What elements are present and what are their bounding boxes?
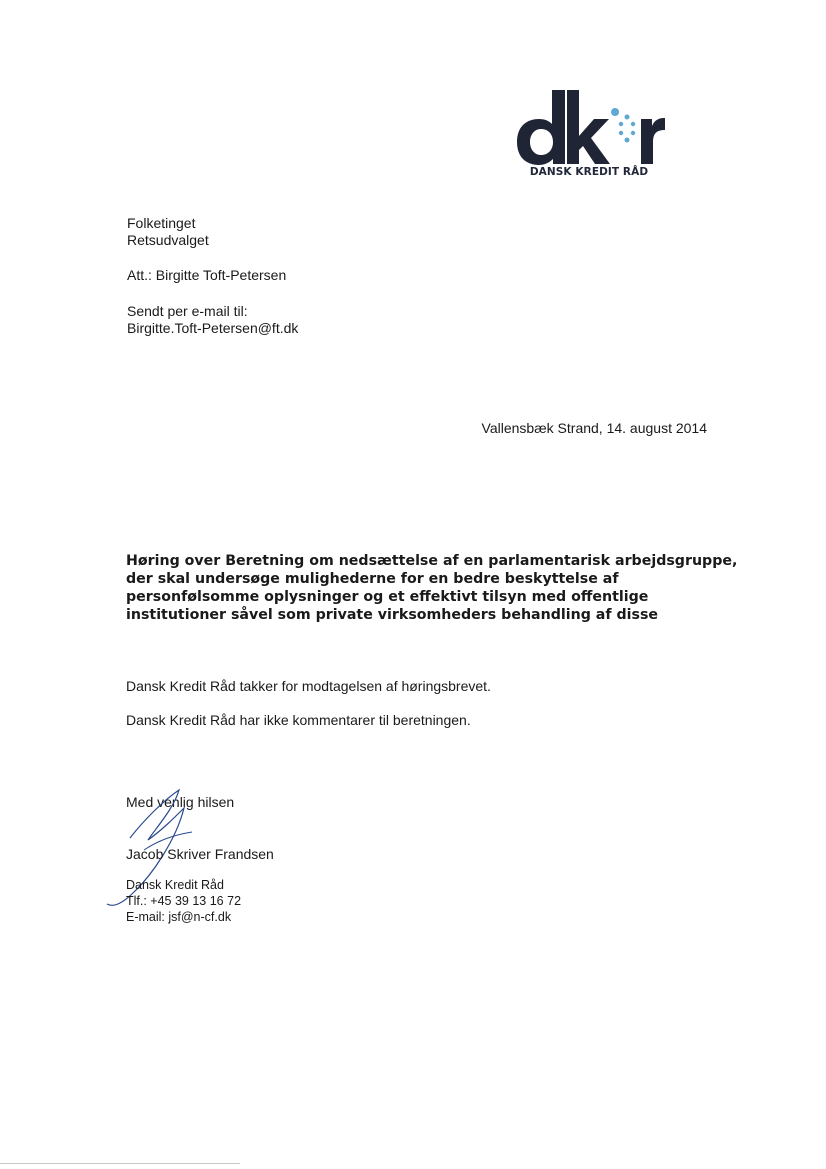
signer-phone: Tlf.: +45 39 13 16 72 [126, 894, 242, 908]
sent-by-email [127, 303, 298, 337]
dkr-logo-icon [517, 86, 667, 166]
attention-line: Att.: Birgitte Toft-Petersen [127, 267, 287, 283]
subject-line: personfølsomme oplysninger og et effektivt tilsyn med offentlige [126, 589, 649, 605]
subject-line: Høring over Beretning om nedsættelse af en parlamentarisk arbejdsgruppe, [126, 553, 738, 569]
scan-edge-divider [0, 1163, 240, 1164]
closing-greeting: Med venlig hilsen [126, 794, 235, 810]
signer-contact [126, 877, 241, 925]
sent-label: Sendt per e-mail til: [127, 303, 248, 319]
recipient-email: Birgitte.Toft-Petersen@ft.dk [127, 320, 299, 336]
signer-organization: Dansk Kredit Råd [126, 878, 224, 892]
body-paragraph-1: Dansk Kredit Råd takker for modtagelsen af høringsbrevet. [126, 678, 491, 694]
recipient-line: Folketinget [127, 215, 196, 231]
body-paragraph-2: Dansk Kredit Råd har ikke kommentarer til beretningen. [126, 712, 471, 728]
subject-heading [126, 552, 738, 624]
logo-caption: DANSK KREDIT RÅD [529, 166, 649, 178]
signer-name: Jacob Skriver Frandsen [126, 846, 274, 862]
dkr-logo [517, 86, 667, 186]
date-line: Vallensbæk Strand, 14. august 2014 [481, 420, 707, 436]
subject-line: der skal undersøge mulighederne for en bedre beskyttelse af [126, 571, 619, 587]
recipient-address [127, 215, 209, 249]
signer-email: E-mail: jsf@n-cf.dk [126, 910, 232, 924]
recipient-line: Retsudvalget [127, 232, 209, 248]
subject-line: institutioner såvel som private virksomheders behandling af disse [126, 607, 659, 623]
